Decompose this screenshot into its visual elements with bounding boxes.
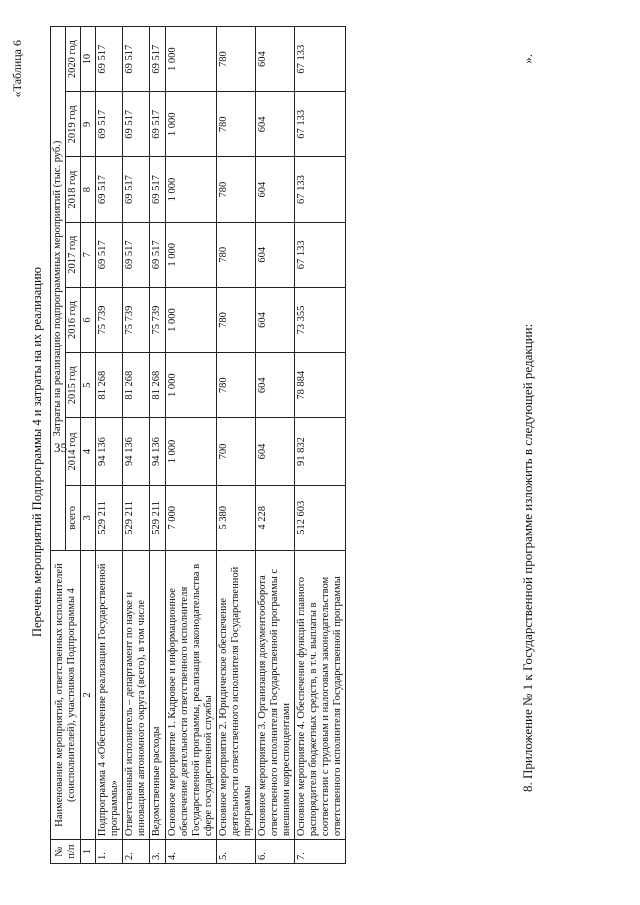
cell-value: 81 268 xyxy=(150,353,165,418)
cell-value: 604 xyxy=(255,157,294,222)
cell-value: 69 517 xyxy=(96,92,123,157)
col-number: 3 xyxy=(81,485,96,550)
header-costs: Затраты на реализацию подпрограммных мероприятий (тыс. руб.) xyxy=(51,27,66,551)
header-year: 2017 год xyxy=(66,222,81,287)
table-caption: «Таблица 6 xyxy=(10,40,24,98)
cell-value: 78 884 xyxy=(295,353,346,418)
row-name: Основное мероприятие 4. Обеспечение функций главного распорядителя бюджетных средств, в т.ч. выплаты в соответствии с трудовым и налоговым законодательством ответственного исполнителя Государственной программы xyxy=(295,550,346,839)
cell-value: 81 268 xyxy=(123,353,150,418)
cell-value: 780 xyxy=(216,157,255,222)
col-number: 2 xyxy=(81,550,96,839)
table-row xyxy=(216,27,255,864)
cell-total: 512 603 xyxy=(295,485,346,550)
col-number: 9 xyxy=(81,92,96,157)
row-number: 2. xyxy=(123,840,150,864)
activities-table xyxy=(50,26,346,864)
header-year: 2020 год xyxy=(66,27,81,92)
cell-value: 604 xyxy=(255,222,294,287)
cell-value: 69 517 xyxy=(123,222,150,287)
appendix-instruction: 8. Приложение № 1 к Государственной программе изложить в следующей редакции: xyxy=(520,323,535,792)
cell-value: 73 355 xyxy=(295,287,346,352)
header-year: 2015 год xyxy=(66,353,81,418)
cell-value: 1 000 xyxy=(165,222,216,287)
col-number: 10 xyxy=(81,27,96,92)
cell-total: 5 380 xyxy=(216,485,255,550)
table-row xyxy=(165,27,216,864)
row-name: Основное мероприятие 2. Юридическое обеспечение деятельности ответственного исполнителя Государственной программы xyxy=(216,550,255,839)
row-name: Основное мероприятие 3. Организация документооборота ответственного исполнителя Государственной программы с внешними корреспондентами xyxy=(255,550,294,839)
header-year: 2019 год xyxy=(66,92,81,157)
cell-value: 1 000 xyxy=(165,287,216,352)
row-number: 4. xyxy=(165,840,216,864)
table-row xyxy=(96,27,123,864)
cell-value: 91 832 xyxy=(295,418,346,485)
cell-value: 780 xyxy=(216,287,255,352)
cell-value: 75 739 xyxy=(96,287,123,352)
cell-value: 94 136 xyxy=(150,418,165,485)
cell-value: 604 xyxy=(255,418,294,485)
col-number: 1 xyxy=(81,840,96,864)
row-number: 5. xyxy=(216,840,255,864)
table-row xyxy=(255,27,294,864)
table-row xyxy=(123,27,150,864)
col-number: 7 xyxy=(81,222,96,287)
header-year: 2016 год xyxy=(66,287,81,352)
cell-value: 69 517 xyxy=(123,157,150,222)
cell-value: 780 xyxy=(216,27,255,92)
cell-value: 1 000 xyxy=(165,27,216,92)
table-title: Перечень мероприятий Подпрограммы 4 и затраты на их реализацию xyxy=(30,266,44,638)
cell-value: 94 136 xyxy=(96,418,123,485)
cell-value: 1 000 xyxy=(165,157,216,222)
cell-value: 67 133 xyxy=(295,27,346,92)
table-row xyxy=(150,27,165,864)
header-year: 2014 год xyxy=(66,418,81,485)
table-wrapper xyxy=(50,26,346,864)
cell-value: 75 739 xyxy=(123,287,150,352)
cell-value: 604 xyxy=(255,287,294,352)
row-name: Основное мероприятие 1. Кадровое и информационное обеспечение деятельности ответственного исполнителя Государственной программы, реализация законодательства в сфере государственной службы xyxy=(165,550,216,839)
cell-value: 75 739 xyxy=(150,287,165,352)
cell-value: 69 517 xyxy=(96,157,123,222)
closing-quote: ». xyxy=(520,54,535,64)
cell-value: 604 xyxy=(255,27,294,92)
cell-value: 69 517 xyxy=(96,27,123,92)
cell-value: 780 xyxy=(216,92,255,157)
cell-value: 69 517 xyxy=(150,27,165,92)
cell-total: 529 211 xyxy=(150,485,165,550)
cell-value: 69 517 xyxy=(150,92,165,157)
cell-total: 529 211 xyxy=(123,485,150,550)
cell-value: 604 xyxy=(255,353,294,418)
row-number: 3. xyxy=(150,840,165,864)
row-number: 6. xyxy=(255,840,294,864)
row-name: Ведомственные расходы xyxy=(150,550,165,839)
col-number: 6 xyxy=(81,287,96,352)
row-number: 1. xyxy=(96,840,123,864)
cell-value: 780 xyxy=(216,353,255,418)
cell-value: 94 136 xyxy=(123,418,150,485)
cell-value: 81 268 xyxy=(96,353,123,418)
cell-value: 1 000 xyxy=(165,418,216,485)
header-name: Наименование мероприятий, ответственных исполнителей (соисполнителей), участников Подпрограммы 4 xyxy=(51,550,81,839)
cell-total: 7 000 xyxy=(165,485,216,550)
cell-value: 1 000 xyxy=(165,353,216,418)
rotated-content xyxy=(10,22,620,882)
header-num: № п/п xyxy=(51,840,81,864)
cell-value: 69 517 xyxy=(150,222,165,287)
cell-value: 69 517 xyxy=(150,157,165,222)
cell-value: 69 517 xyxy=(123,27,150,92)
cell-value: 69 517 xyxy=(123,92,150,157)
cell-value: 780 xyxy=(216,222,255,287)
col-number: 5 xyxy=(81,353,96,418)
header-year: 2018 год xyxy=(66,157,81,222)
cell-value: 67 133 xyxy=(295,92,346,157)
cell-total: 529 211 xyxy=(96,485,123,550)
col-number: 4 xyxy=(81,418,96,485)
cell-total: 4 228 xyxy=(255,485,294,550)
row-name: Ответственный исполнитель – департамент по науке и инновациям автономного округа (всего), в том числе xyxy=(123,550,150,839)
col-number: 8 xyxy=(81,157,96,222)
cell-value: 67 133 xyxy=(295,157,346,222)
table-row xyxy=(295,27,346,864)
row-name: Подпрограмма 4 «Обеспечение реализации Государственной программы» xyxy=(96,550,123,839)
cell-value: 604 xyxy=(255,92,294,157)
header-total: всего xyxy=(66,485,81,550)
cell-value: 1 000 xyxy=(165,92,216,157)
cell-value: 67 133 xyxy=(295,222,346,287)
cell-value: 700 xyxy=(216,418,255,485)
page-number: 35 xyxy=(54,440,67,455)
cell-value: 69 517 xyxy=(96,222,123,287)
row-number: 7. xyxy=(295,840,346,864)
